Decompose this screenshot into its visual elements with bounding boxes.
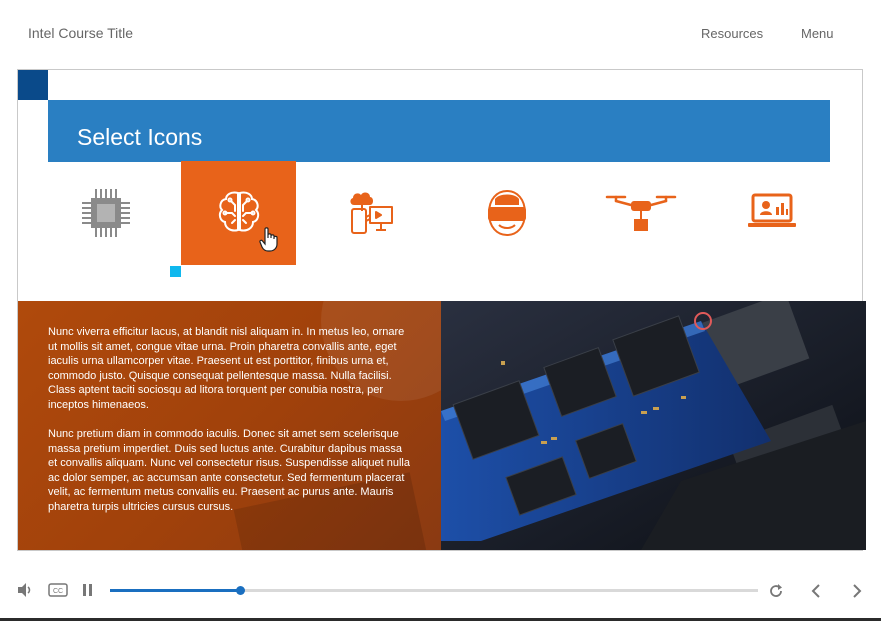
previous-icon[interactable] bbox=[810, 583, 822, 599]
progress-handle[interactable] bbox=[236, 586, 245, 595]
vr-headset-icon bbox=[479, 185, 535, 241]
slide-title: Select Icons bbox=[77, 124, 203, 150]
vr-headset-button[interactable] bbox=[449, 161, 564, 265]
body-paragraph-2: Nunc pretium diam in commodo iaculis. Donec sit amet sem scelerisque massa pretium imperdiet. Duis sed luctus ante. Curabitur dapibus massa et convallis aliquam. Nunc vel consectetur risus. Suspendisse aliquet nulla ac dolor semper, ac accumsan ante consectetur. Sed fermentum placerat velit, ac fermentum metus convallis eu. Praesent ac purus ante. Mauris pharetra turpis ultricies cursus cursus. bbox=[48, 428, 410, 513]
hand-cursor-icon bbox=[259, 227, 279, 253]
pause-icon[interactable] bbox=[82, 583, 94, 597]
content-area bbox=[18, 301, 866, 550]
circuit-board-illustration bbox=[441, 301, 866, 550]
laptop-analytics-icon bbox=[744, 185, 800, 241]
circuit-board-image bbox=[441, 301, 866, 550]
decorative-corner-square bbox=[18, 70, 48, 100]
replay-icon[interactable] bbox=[768, 583, 784, 599]
laptop-analytics-button[interactable] bbox=[714, 161, 829, 265]
drone-button[interactable] bbox=[583, 161, 698, 265]
text-panel bbox=[18, 301, 441, 550]
svg-text:CC: CC bbox=[52, 588, 64, 595]
progress-fill bbox=[110, 589, 240, 592]
next-icon[interactable] bbox=[851, 583, 863, 599]
processor-chip-button[interactable] bbox=[48, 161, 163, 265]
brain-circuit-button[interactable] bbox=[181, 161, 296, 265]
closed-captions-icon[interactable] bbox=[48, 583, 68, 597]
slide-title-banner bbox=[48, 100, 830, 162]
drone-icon bbox=[605, 185, 677, 241]
progress-bar[interactable] bbox=[110, 589, 758, 592]
volume-icon[interactable] bbox=[16, 582, 34, 598]
body-paragraph-1: Nunc viverra efficitur lacus, at blandit nisl aliquam in. In metus leo, ornare ut mollis sit amet, congue vitae urna. Proin pharetra convallis ante, eget iaculis urna ullamcorper vitae. Praesent ut est porttitor, finibus urna et, commodo justo. Quisque consequat pellentesque massa. Nulla facilisi. Class aptent taciti sociosqu ad litora torquent per conubia nostra, per inceptos himenaeos. bbox=[48, 326, 405, 411]
cloud-devices-icon bbox=[344, 185, 400, 241]
top-bar bbox=[0, 0, 881, 68]
cloud-devices-button[interactable] bbox=[314, 161, 429, 265]
processor-chip-icon bbox=[78, 185, 134, 241]
resources-link[interactable]: Resources bbox=[701, 26, 764, 41]
course-title: Intel Course Title bbox=[28, 25, 134, 41]
menu-link[interactable]: Menu bbox=[801, 26, 834, 41]
decorative-cyan-square bbox=[170, 266, 181, 277]
